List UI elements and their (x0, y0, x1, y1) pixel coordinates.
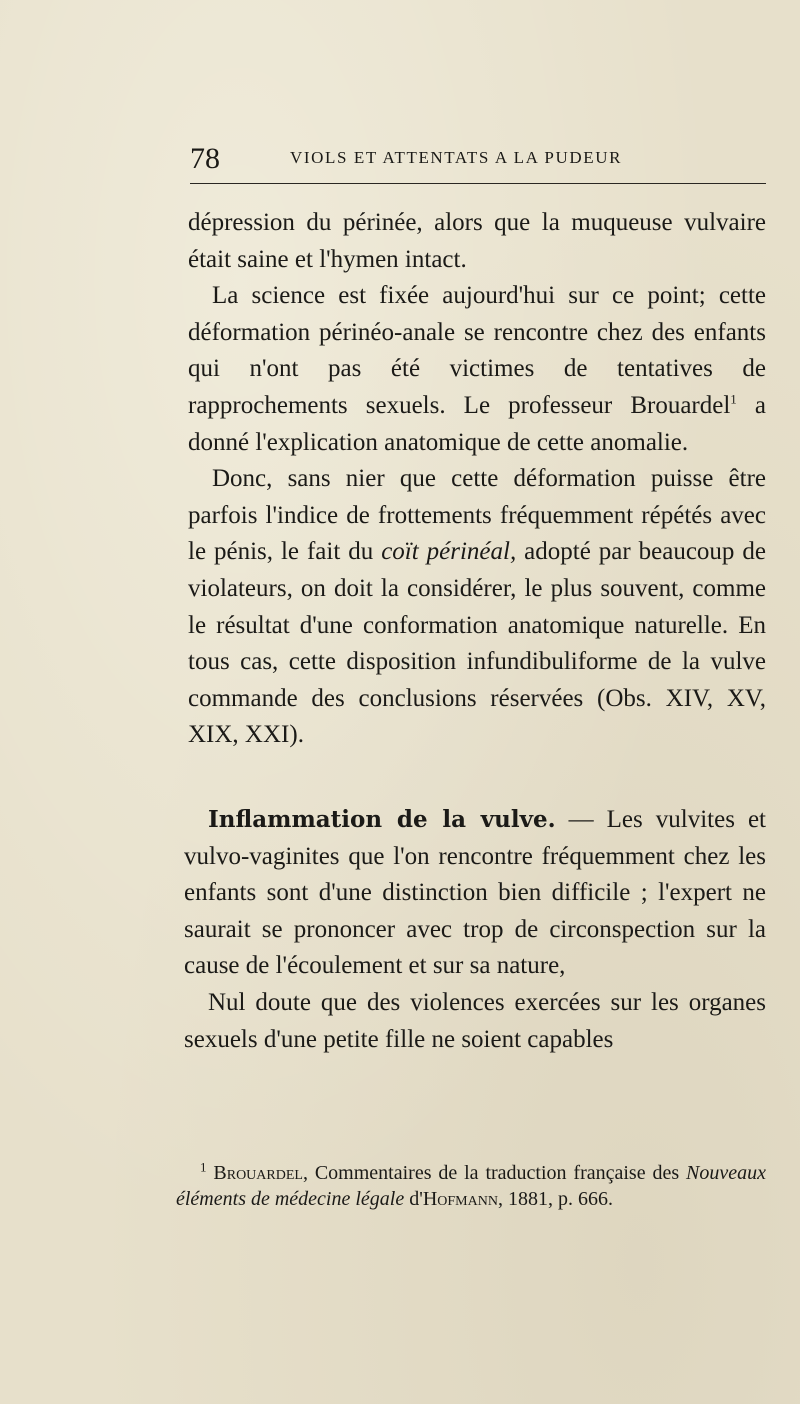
running-title: VIOLS ET ATTENTATS A LA PUDEUR (290, 148, 623, 167)
section-paragraph-2-text: Nul doute que des violences exercées sur les organes sexuels d'une petite fille ne soient capables (184, 988, 766, 1053)
footnote-text-a: Commentaires de la traduction française des (307, 1162, 687, 1184)
paragraph-1 (188, 205, 766, 278)
footnote-marker: 1 (200, 1159, 207, 1175)
paragraph-3-italic: coït périnéal, (381, 538, 517, 566)
paragraph-1-text: dépression du périnée, alors que la muqueuse vulvaire était saine et l'hymen intact. (188, 209, 766, 273)
paragraph-3-text-b: adopté par beaucoup de violateurs, on doit la considérer, le plus souvent, comme le résultat d'une conformation anatomique naturelle. En tous cas, cette disposition infundibuliforme de la vulve commande des conclusions réservées (Obs. XIV, XV, XIX, XXI). (188, 538, 766, 749)
footnote-author-2: Hofmann, (422, 1188, 503, 1210)
footnote-author: Brouardel, (213, 1162, 308, 1184)
section-paragraph-1-text: — Les vulvites et vulvo-vaginites que l'on rencontre fréquemment chez les enfants sont d'une distinction bien difficile ; l'expert ne saurait se prononcer avec trop de circonspection sur la cause de l'écoulement et sur sa nature, (184, 806, 766, 980)
body-text (188, 205, 766, 754)
section-heading: Inflammation de la vulve. (208, 806, 556, 833)
paragraph-2 (188, 278, 766, 461)
header-rule (190, 183, 766, 184)
footnote-paragraph (176, 1160, 766, 1212)
section-paragraph-2 (184, 985, 766, 1058)
footnote-text-b: d' (404, 1188, 423, 1210)
paragraph-3 (188, 461, 766, 754)
paragraph-2-end: a donné l'explication anatomique de cette anomalie. (188, 391, 766, 456)
footnote-book-title: Nouveaux éléments de médecine légale (176, 1162, 766, 1210)
paragraph-3-text-a: Donc, sans nier que cette déformation puisse être parfois l'indice de frottements fréquemment répétés avec le pénis, le fait du (188, 465, 766, 566)
page-header (190, 140, 766, 180)
footnote-text-c: 1881, p. 666. (502, 1188, 613, 1210)
paragraph-2-text: La science est fixée aujourd'hui sur ce point; cette déformation périnéo-anale se rencontre chez des enfants qui n'ont pas été victimes de tentatives de rapprochements sexuels. Le professeur Brouardel (188, 282, 766, 419)
section-inflammation (184, 802, 766, 1058)
footnote-reference: 1 (730, 391, 737, 407)
footnote (176, 1160, 766, 1212)
page-number: 78 (190, 142, 220, 175)
section-paragraph-1 (184, 802, 766, 985)
